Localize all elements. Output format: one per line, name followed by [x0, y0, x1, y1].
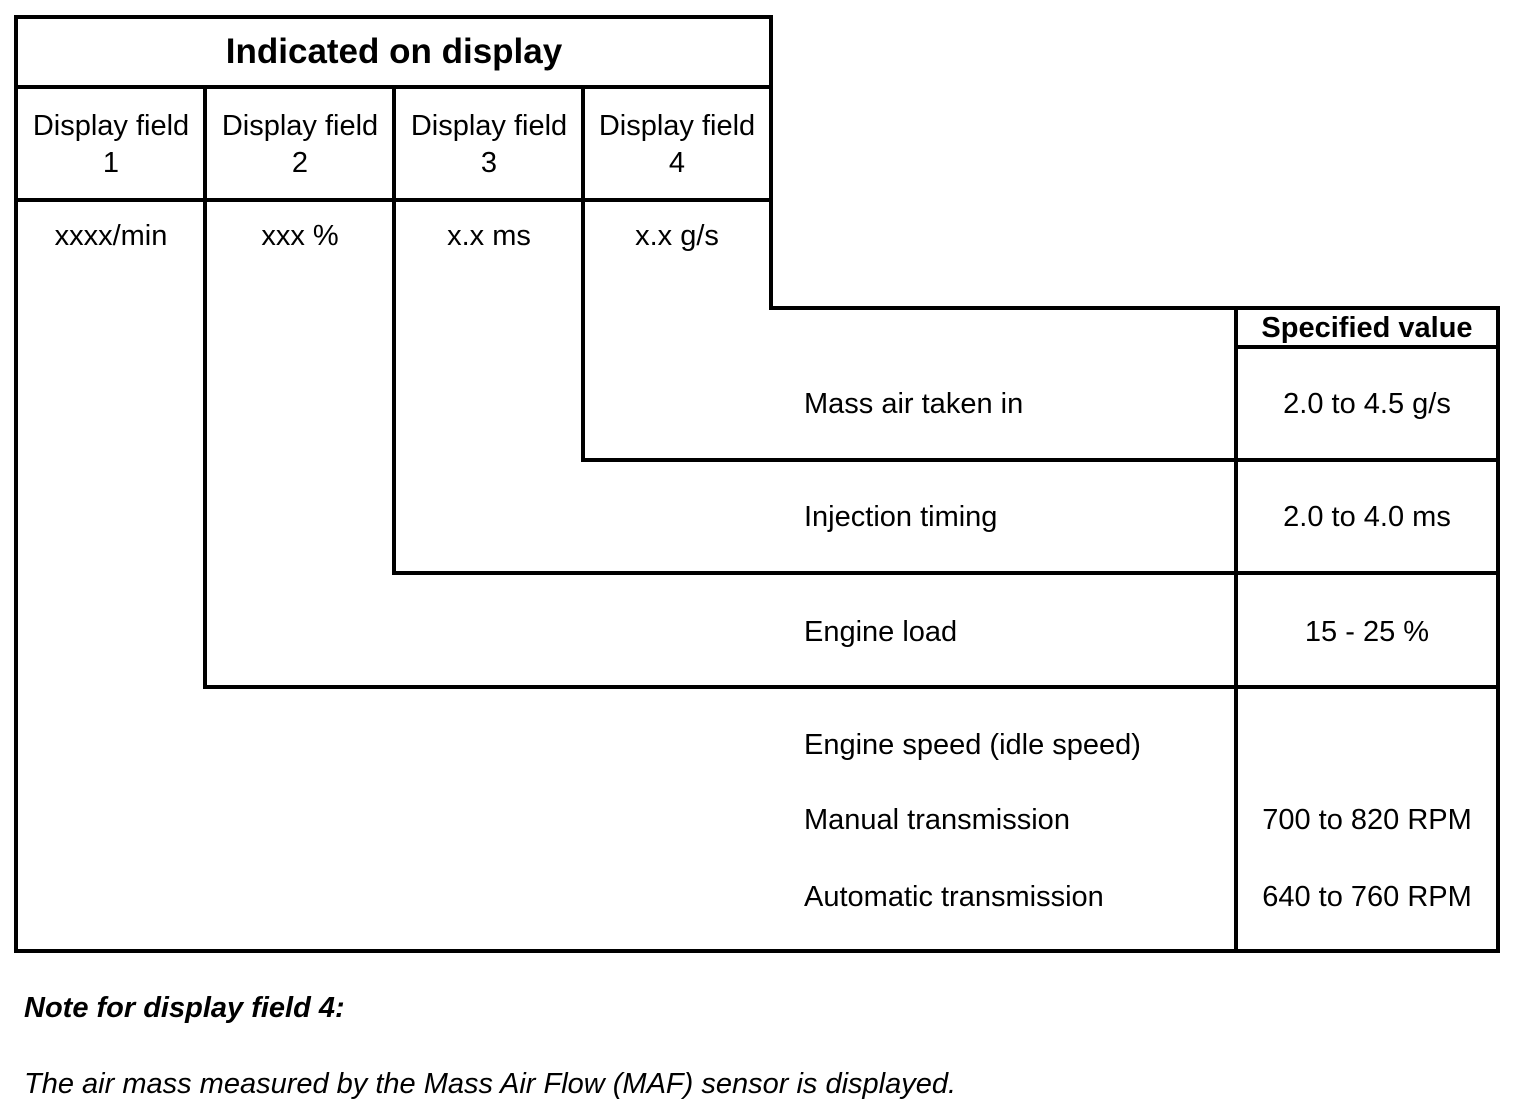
display-field-2-label: Display field	[221, 110, 379, 142]
display-field-4-value: x.x g/s	[635, 220, 719, 252]
note-title: Note for display field 4:	[24, 992, 345, 1024]
display-field-1-number: 1	[102, 147, 120, 179]
display-field-3-number: 3	[480, 147, 498, 179]
header-title: Indicated on display	[225, 32, 563, 71]
mass-air-label: Mass air taken in	[804, 388, 1024, 420]
engine-speed-label: Engine speed (idle speed)	[804, 729, 1141, 761]
mass-air-value: 2.0 to 4.5 g/s	[1283, 388, 1451, 420]
engine-load-label: Engine load	[804, 616, 958, 648]
display-field-4-label: Display field	[598, 110, 756, 142]
automatic-transmission-label: Automatic transmission	[804, 881, 1104, 913]
display-field-1-value: xxxx/min	[54, 220, 168, 252]
injection-timing-value: 2.0 to 4.0 ms	[1283, 501, 1451, 533]
injection-timing-label: Injection timing	[804, 501, 998, 533]
display-field-3-label: Display field	[410, 110, 568, 142]
display-field-4-number: 4	[668, 147, 686, 179]
manual-transmission-label: Manual transmission	[804, 804, 1070, 836]
specified-value-header: Specified value	[1261, 312, 1473, 344]
engine-load-value: 15 - 25 %	[1304, 616, 1430, 648]
manual-transmission-value: 700 to 820 RPM	[1262, 804, 1472, 836]
automatic-transmission-value: 640 to 760 RPM	[1262, 881, 1472, 913]
display-field-3-value: x.x ms	[447, 220, 531, 252]
display-field-2-number: 2	[291, 147, 309, 179]
display-field-1-label: Display field	[32, 110, 190, 142]
note-text: The air mass measured by the Mass Air Flow (MAF) sensor is displayed.	[24, 1068, 957, 1100]
display-field-2-value: xxx %	[261, 220, 339, 252]
